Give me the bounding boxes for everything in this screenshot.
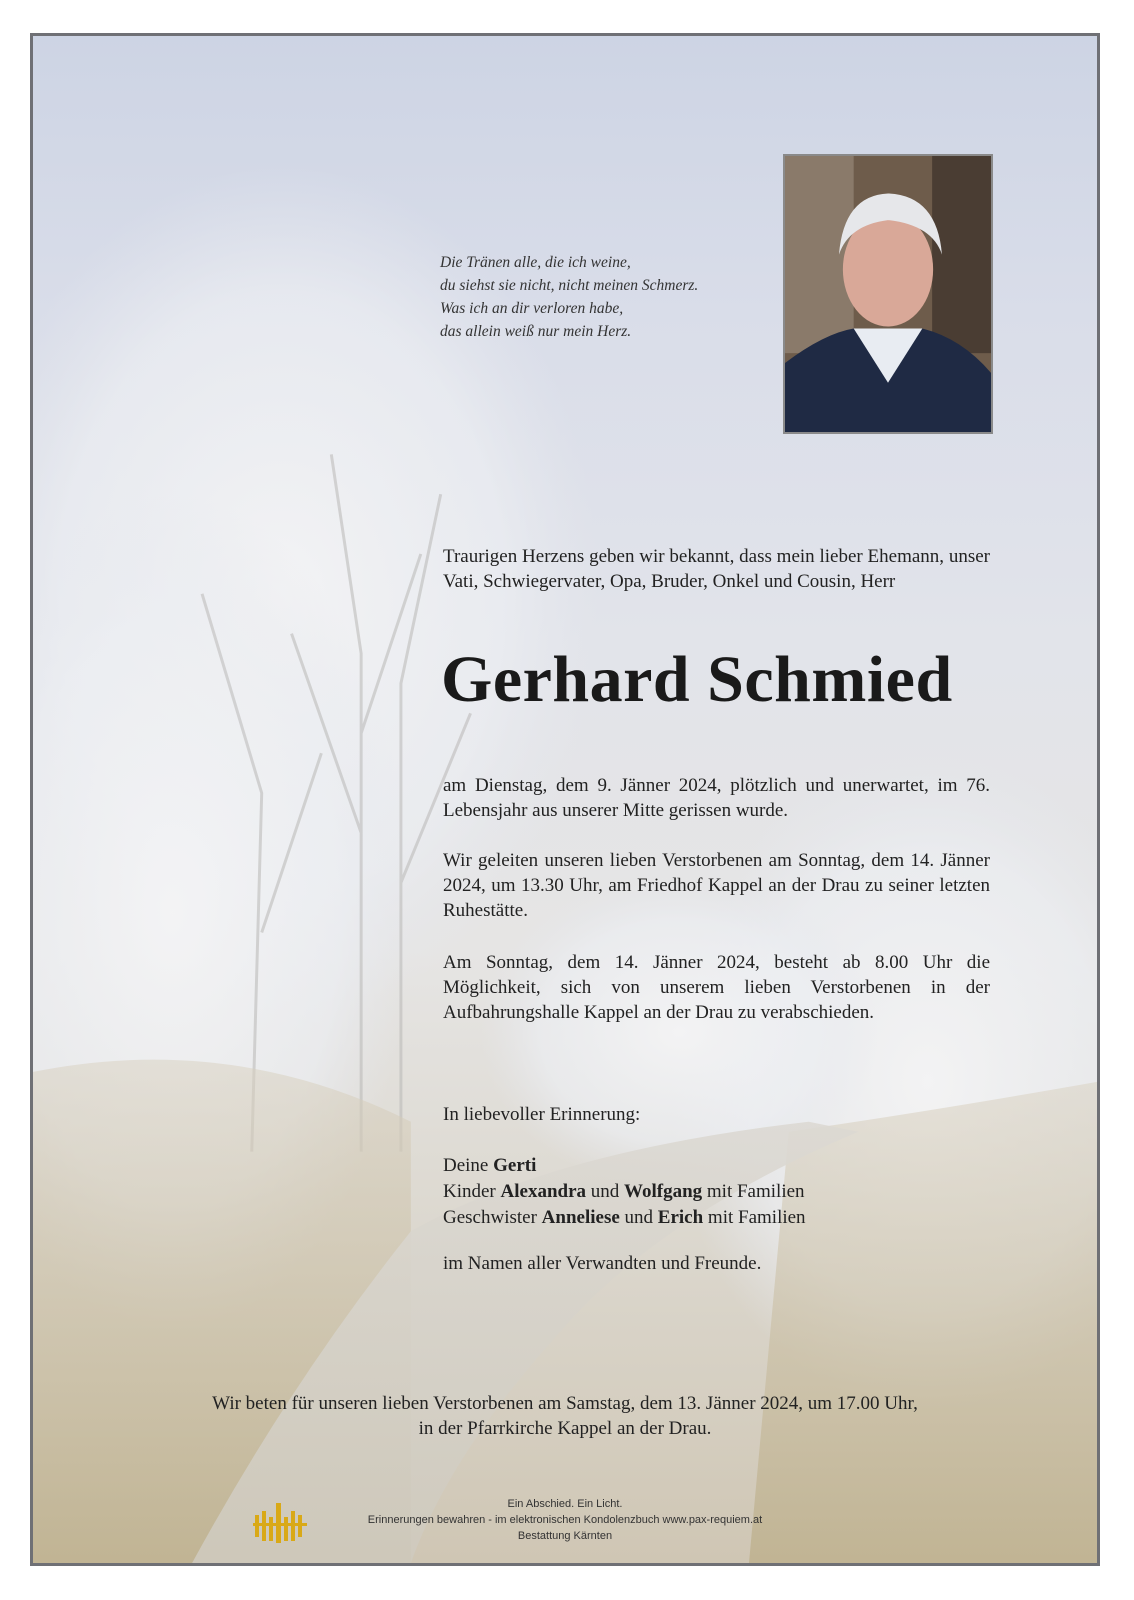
- family-conjunction: und: [619, 1207, 658, 1228]
- family-name: Wolfgang: [624, 1181, 703, 1202]
- family-line-spouse: [443, 1153, 806, 1179]
- footer-line: Erinnerungen bewahren - im elektronischen Kondolenzbuch www.pax-requiem.at: [367, 1514, 763, 1526]
- family-conjunction: und: [586, 1181, 625, 1202]
- family-name: Alexandra: [500, 1181, 587, 1202]
- portrait-photo: [783, 154, 993, 434]
- family-suffix: mit Familien: [703, 1207, 806, 1228]
- announcement-intro: Traurigen Herzens geben wir bekannt, dass mein lieber Ehemann, unser Vati, Schwiegervater, Opa, Bruder, Onkel und Cousin, Herr: [443, 546, 990, 592]
- family-name: Anneliese: [541, 1207, 620, 1228]
- obituary-card: [30, 33, 1100, 1566]
- family-line-children: [443, 1179, 806, 1205]
- viewing-paragraph: Am Sonntag, dem 14. Jänner 2024, besteht ab 8.00 Uhr die Möglichkeit, sich von unserem lieben Verstorbenen in der Aufbahrungshalle Kappel an der Drau zu verabschieden.: [443, 952, 990, 1023]
- death-notice-paragraph: am Dienstag, dem 9. Jänner 2024, plötzlich und unerwartet, im 76. Lebensjahr aus unserer Mitte gerissen wurde.: [443, 775, 990, 821]
- poem-line: das allein weiß nur mein Herz.: [440, 323, 632, 340]
- family-prefix: Deine: [443, 1155, 494, 1176]
- deceased-name: Gerhard Schmied: [441, 643, 953, 716]
- remembrance-heading: In liebevoller Erinnerung:: [443, 1104, 641, 1125]
- funeral-paragraph: Wir geleiten unseren lieben Verstorbenen am Sonntag, dem 14. Jänner 2024, um 13.30 Uhr, am Friedhof Kappel an der Drau zu seiner letzten Ruhestätte.: [443, 850, 990, 921]
- footer-line: Bestattung Kärnten: [517, 1530, 613, 1542]
- family-line-siblings: [443, 1205, 806, 1231]
- poem-line: du siehst sie nicht, nicht meinen Schmerz.: [440, 277, 699, 294]
- footer: [33, 1496, 1097, 1544]
- family-suffix: mit Familien: [702, 1181, 805, 1202]
- family-name: Gerti: [493, 1155, 537, 1176]
- poem-line: Die Tränen alle, die ich weine,: [440, 254, 631, 271]
- closing-line: im Namen aller Verwandten und Freunde.: [443, 1253, 762, 1274]
- prayer-notice: [33, 1391, 1097, 1441]
- poem-line: Was ich an dir verloren habe,: [440, 300, 624, 317]
- footer-line: Ein Abschied. Ein Licht.: [507, 1498, 623, 1510]
- family-prefix: Geschwister: [443, 1207, 542, 1228]
- prayer-line: in der Pfarrkirche Kappel an der Drau.: [418, 1418, 712, 1439]
- family-name: Erich: [657, 1207, 704, 1228]
- memorial-poem: [440, 251, 780, 343]
- family-list: [443, 1153, 806, 1231]
- family-prefix: Kinder: [443, 1181, 501, 1202]
- prayer-line: Wir beten für unseren lieben Verstorbenen am Samstag, dem 13. Jänner 2024, um 17.00 Uhr,: [212, 1393, 918, 1414]
